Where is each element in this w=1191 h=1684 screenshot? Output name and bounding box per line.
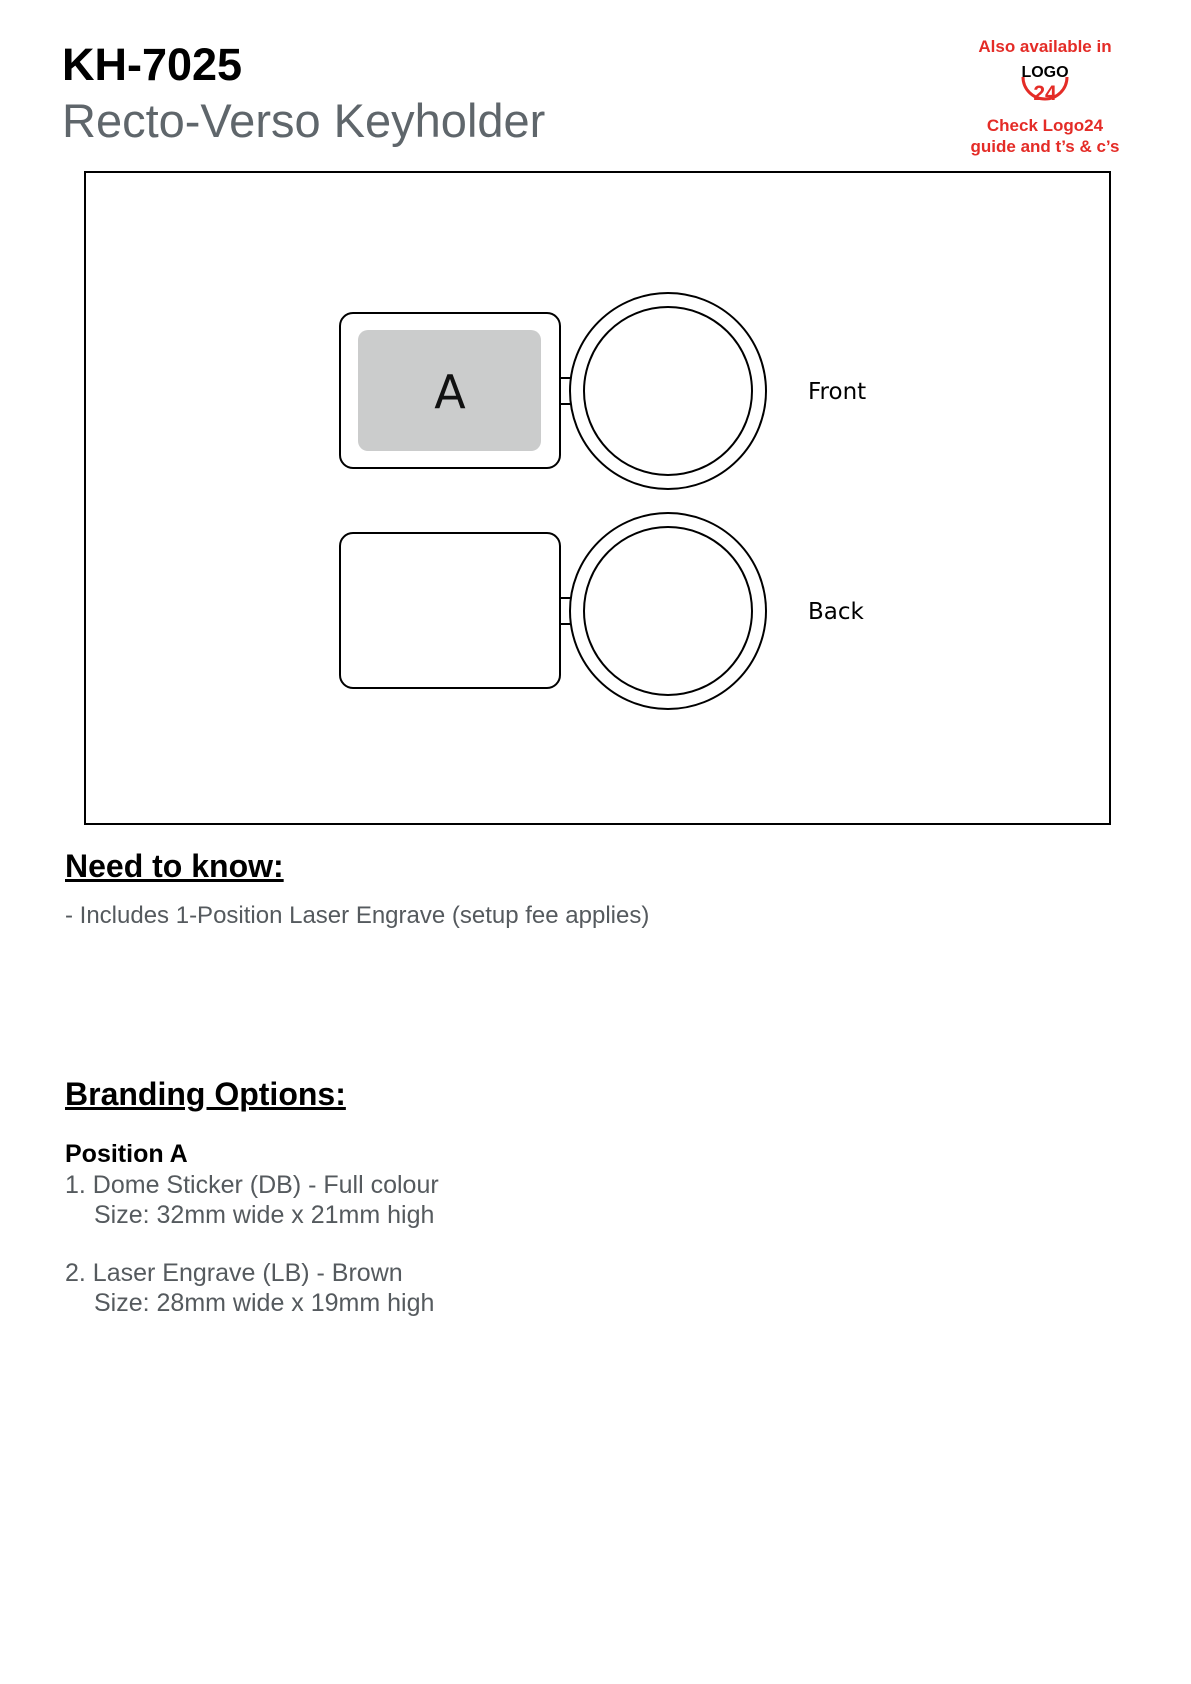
logo24-top-line: Also available in xyxy=(978,37,1112,56)
product-code: KH-7025 xyxy=(62,39,243,90)
branding-option-size: Size: 28mm wide x 19mm high xyxy=(94,1289,435,1317)
product-drawing xyxy=(86,173,1108,822)
branding-option xyxy=(65,1170,439,1230)
position-a-heading: Position A xyxy=(65,1140,188,1168)
logo24-logo-icon xyxy=(1013,61,1077,113)
logo24-notice xyxy=(940,36,1150,157)
front-ring-inner xyxy=(584,307,752,475)
logo24-number: 24 xyxy=(1033,82,1057,105)
branding-options-heading: Branding Options: xyxy=(65,1076,346,1112)
front-label: Front xyxy=(808,379,867,405)
back-view xyxy=(340,513,865,709)
branding-option-line: 1. Dome Sticker (DB) - Full colour xyxy=(65,1171,439,1199)
position-a-label: A xyxy=(434,365,466,419)
logo24-bottom-line-1: Check Logo24 xyxy=(986,116,1104,135)
back-label: Back xyxy=(808,599,864,625)
need-to-know-item: - Includes 1-Position Laser Engrave (setup fee applies) xyxy=(65,902,650,929)
product-drawing-frame xyxy=(84,171,1111,825)
branding-option xyxy=(65,1258,434,1318)
need-to-know-heading: Need to know: xyxy=(65,848,284,884)
back-tag-body xyxy=(340,533,560,688)
back-ring-inner xyxy=(584,527,752,695)
branding-option-size: Size: 32mm wide x 21mm high xyxy=(94,1201,435,1229)
product-name: Recto-Verso Keyholder xyxy=(62,94,546,147)
logo24-bottom-line-2: guide and t’s & c’s xyxy=(970,137,1120,156)
branding-option-line: 2. Laser Engrave (LB) - Brown xyxy=(65,1259,403,1287)
front-view xyxy=(340,293,866,489)
logo24-word: LOGO xyxy=(1021,64,1069,81)
